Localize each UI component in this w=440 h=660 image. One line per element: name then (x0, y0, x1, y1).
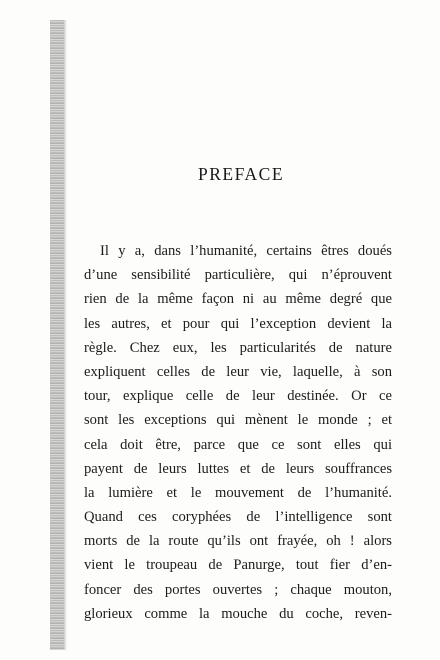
scan-binding-shadow (64, 20, 67, 650)
text-line: Il y a, dans l’humanité, certains êtres doués (100, 243, 392, 259)
text-line: rien de la même façon ni au même degré que (84, 291, 392, 308)
scan-binding-edge (50, 20, 64, 650)
text-line: glorieux comme la mouche du coche, reven- (84, 605, 392, 622)
text-line: tour, explique celle de leur destinée. Or ce (84, 388, 392, 405)
text-line: Quand ces coryphées de l’intelligence sont (84, 509, 392, 526)
text-line: expliquent celles de leur vie, laquelle, à son (84, 363, 392, 380)
text-line: payent de leurs luttes et de leurs souffrances (84, 460, 392, 477)
text-line: cela doit être, parce que ce sont elles qui (84, 436, 392, 453)
text-line: morts de la route qu’ils ont frayée, oh ! alors (84, 533, 392, 550)
text-line: vient le troupeau de Panurge, tout fier d’en- (84, 557, 392, 574)
page-title: PREFACE (197, 164, 285, 184)
text-line: foncer des portes ouvertes ; chaque mouton, (84, 581, 392, 598)
text-line: la lumière et le mouvement de l’humanité. (84, 484, 392, 501)
text-line: les autres, et pour qui l’exception devient la (84, 315, 392, 332)
text-line: sont les exceptions qui mènent le monde ; et (84, 412, 392, 429)
preface-paragraph (84, 239, 392, 626)
text-line: règle. Chez eux, les particularités de nature (84, 339, 392, 356)
text-line: d’une sensibilité particulière, qui n’éprouvent (84, 267, 392, 284)
